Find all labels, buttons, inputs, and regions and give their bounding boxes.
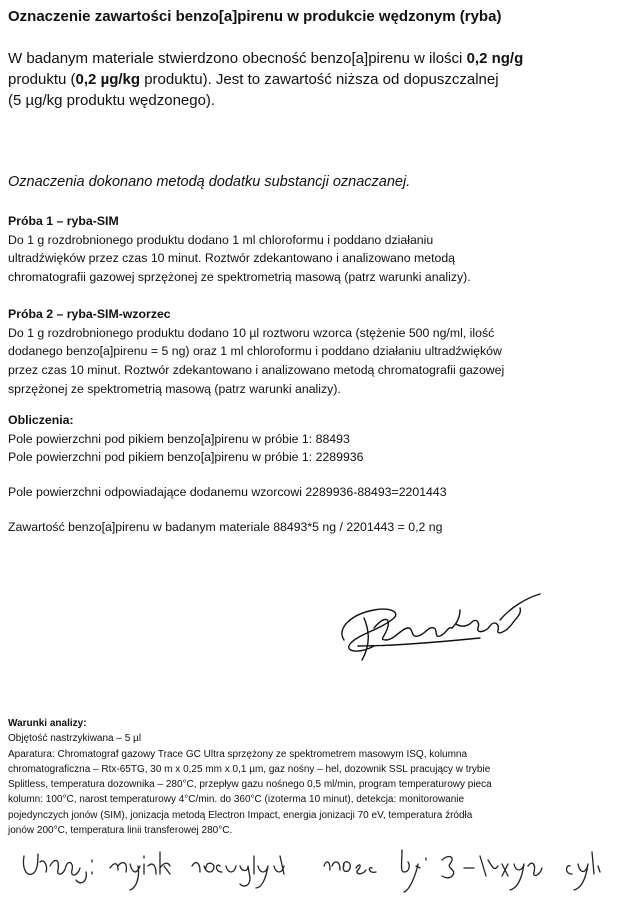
handwritten-signature [330,588,550,678]
condition-line: Splitless, temperatura dozownika – 280°C, przepływ gazu nośnego 0,5 ml/min, program temperaturowy pieca [8,779,492,791]
result-summary [8,48,608,111]
intro-text-2: produktu ( [8,71,76,88]
calculation-line: Pole powierzchni pod pikiem benzo[a]pirenu w próbie 1: 2289936 [8,450,364,465]
intro-text-1: W badanym materiale stwierdzono obecność benzo[a]pirenu w ilości [8,50,467,67]
sample-2-heading: Próba 2 – ryba-SIM-wzorzec [8,307,171,321]
condition-line: pojedynczych jonów (SIM), jonizacja metodą Electron Impact, energia jonizacji 70 eV, temperatura źródła [8,809,473,821]
method-statement: Oznaczenia dokonano metodą dodatku substancji oznaczanej. [8,174,411,190]
sample-2-line: dodanego benzo[a]pirenu = 5 ng) oraz 1 ml chloroformu i poddano działaniu ultradźwięków [8,344,502,359]
document-title: Oznaczenie zawartości benzo[a]pirenu w produkcie wędzonym (ryba) [8,8,502,25]
result-ug-kg: 0,2 µg/kg [75,71,141,88]
sample-2-line: sprzężonej ze spektrometrią masową (patrz warunki analizy). [8,381,341,396]
sample-2-line: Do 1 g rozdrobnionego produktu dodano 10 µl roztworu wzorca (stężenie 500 ng/ml, ilość [8,325,495,340]
sample-1-line: ultradźwięków przez czas 10 minut. Roztwór zdekantowano i analizowano metodą [8,251,456,266]
conditions-heading: Warunki analizy: [8,718,87,729]
sample-1-section [8,212,608,287]
calculation-line: Pole powierzchni pod pikiem benzo[a]pirenu w próbie 1: 88493 [8,431,350,446]
sample-2-line: przez czas 10 minut. Roztwór zdekantowano i analizowano metodą chromatografii gazowej [8,363,505,378]
analysis-conditions [8,716,608,838]
sample-1-line: Do 1 g rozdrobnionego produktu dodano 1 ml chloroformu i poddano działaniu [8,232,434,247]
sample-1-line: chromatografii gazowej sprzężonej ze spektrometrią masową (patrz warunki analizy). [8,270,471,285]
handwritten-note [22,836,612,896]
condition-line: Aparatura: Chromatograf gazowy Trace GC Ultra sprzężony ze spektrometrem masowym ISQ, kolumna [8,748,468,760]
content-result-line: Zawartość benzo[a]pirenu w badanym materiale 88493*5 ng / 2201443 = 0,2 ng [8,520,443,534]
handwritten-note-image [22,836,612,896]
intro-text-4: (5 µg/kg produktu wędzonego). [8,92,216,109]
standard-area-line: Pole powierzchni odpowiadające dodanemu wzorcowi 2289936-88493=2201443 [8,485,447,499]
sample-2-section [8,305,608,399]
sample-1-heading: Próba 1 – ryba-SIM [8,214,119,228]
calculations-heading: Obliczenia: [8,413,74,427]
condition-line: kolumn: 100°C, narost temperaturowy 4°C/min. do 360°C (izoterma 10 minut), detekcja: monitorowanie [8,794,465,806]
intro-text-3: produktu). Jest to zawartość niższa od dopuszczalnej [140,71,499,88]
condition-line: chromatograficzna – Rtx-65TG, 30 m x 0,25 mm x 0,1 µm, gaz nośny – hel, dozownik SSL pracujący w trybie [8,763,491,775]
condition-line: jonów 200°C, temperatura linii transferowej 280°C. [8,825,233,837]
condition-line: Objętość nastrzykiwana – 5 µl [8,733,142,745]
result-ng-g: 0,2 ng/g [466,50,524,67]
calculations-section [8,411,608,467]
